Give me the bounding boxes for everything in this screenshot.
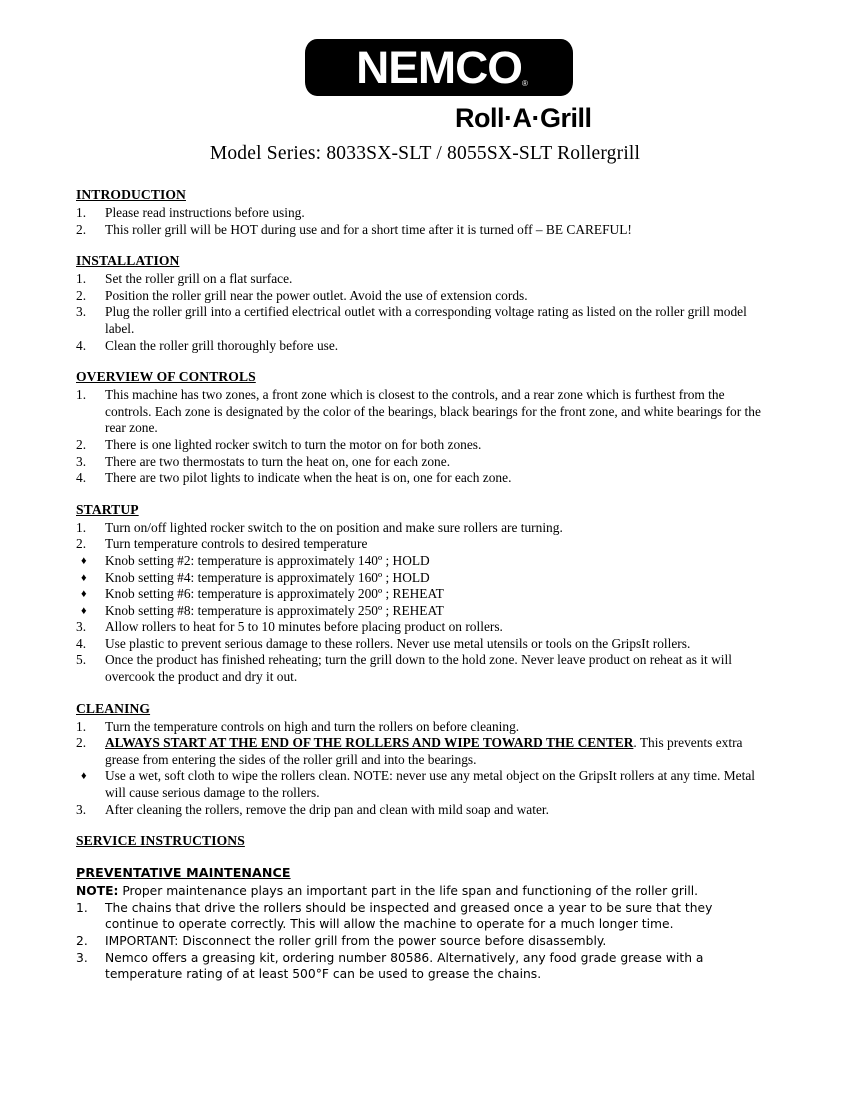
list-item-text: Allow rollers to heat for 5 to 10 minutes before placing product on rollers. [105,619,503,635]
list-marker: 3. [76,619,87,635]
list-marker: 1. [76,900,88,915]
list-marker: 5. [76,652,87,668]
list-item-text: Once the product has finished reheating; turn the grill down to the hold zone. Never leave product on reheat as it will overcook the product and dry it out. [105,652,732,685]
list-item-text: Turn on/off lighted rocker switch to the on position and make sure rollers are turning. [105,519,563,535]
list-marker: 2. [76,221,87,237]
brand-tagline: Roll·A·Grill [455,103,592,133]
section-service-instructions [76,832,766,850]
list-item [76,271,766,288]
list-item [76,603,766,620]
list-item [76,304,766,337]
heading-installation: INSTALLATION [76,253,180,269]
list-item-text: Plug the roller grill into a certified electrical outlet with a corresponding voltage rating as listed on the roller grill model label. [105,304,747,336]
list-item-text: IMPORTANT: Disconnect the roller grill from the power source before disassembly. [105,934,607,948]
list-item-text: Clean the roller grill thoroughly before use. [105,337,339,353]
list-item [76,536,766,553]
list-marker: 3. [76,801,87,817]
list-item [76,933,766,950]
list-item [76,586,766,603]
introduction-list [76,205,766,238]
list-item [76,387,766,437]
section-installation [76,252,766,354]
preventative-maintenance-list [76,900,766,983]
list-marker: 1. [76,519,87,535]
list-marker: 3. [76,950,88,965]
list-item-text: Turn the temperature controls on high and turn the rollers on before cleaning. [105,718,520,734]
brand-logo [0,0,850,140]
heading-preventative-maintenance: PREVENTATIVE MAINTENANCE [76,865,291,881]
list-item-text: Turn temperature controls to desired temperature [105,536,368,552]
section-startup [76,501,766,686]
list-item [76,719,766,736]
list-item-text: This roller grill will be HOT during use and for a short time after it is turned off – BE CAREFUL! [105,221,632,237]
heading-overview-of-controls: OVERVIEW OF CONTROLS [76,369,256,385]
list-item-text: Knob setting #8: temperature is approximately 250º ; REHEAT [105,602,444,618]
heading-startup: STARTUP [76,501,139,517]
overview-of-controls-list [76,387,766,487]
list-item [76,454,766,471]
cleaning-sub-bullet-list [76,768,766,801]
list-item-text: There are two pilot lights to indicate when the heat is on, one for each zone. [105,470,512,486]
cleaning-list-continued [76,802,766,819]
list-item-text: There is one lighted rocker switch to turn the motor on for both zones. [105,436,482,452]
list-item [76,437,766,454]
registered-trademark-icon: ® [522,79,528,88]
list-marker: 4. [76,337,87,353]
list-marker: 2. [76,934,88,948]
document-body [76,186,766,983]
list-marker: 1. [76,387,87,403]
cleaning-list [76,719,766,769]
list-item [76,802,766,819]
list-marker: 1. [76,271,87,287]
list-marker: 2. [76,436,87,452]
diamond-bullet-icon: ♦ [81,554,87,567]
list-item-text: Position the roller grill near the power outlet. Avoid the use of extension cords. [105,287,528,303]
section-introduction [76,186,766,238]
startup-list [76,520,766,553]
list-item-text: Knob setting #2: temperature is approximately 140º ; HOLD [105,552,430,568]
knob-setting-list [76,553,766,619]
list-item [76,570,766,587]
list-marker: 2. [76,735,87,751]
list-marker: 4. [76,470,87,486]
installation-list [76,271,766,354]
list-item [76,950,766,983]
maintenance-note [76,883,766,900]
page-title: Model Series: 8033SX-SLT / 8055SX-SLT Rollergrill [209,143,641,164]
list-item [76,768,766,801]
note-label: NOTE: [76,884,119,899]
heading-introduction: INTRODUCTION [76,187,186,202]
emphasized-warning-text: ALWAYS START AT THE END OF THE ROLLERS AND WIPE TOWARD THE CENTER [105,735,634,751]
section-overview-of-controls [76,368,766,487]
list-item-text: Knob setting #4: temperature is approximately 160º ; HOLD [105,569,430,585]
list-item-text: Use a wet, soft cloth to wipe the rollers clean. NOTE: never use any metal object on the GripsIt rollers at any time. Metal will cause serious damage to the rollers. [105,768,755,801]
brand-wordmark: NEMCO [356,42,522,93]
list-item [76,735,766,768]
note-text: Proper maintenance plays an important part in the life span and functioning of the roller grill. [118,884,699,899]
section-preventative-maintenance [76,864,766,983]
diamond-bullet-icon: ♦ [81,571,87,584]
list-item [76,520,766,537]
list-item [76,636,766,653]
list-item [76,900,766,933]
heading-cleaning: CLEANING [76,700,151,716]
list-item-text: Nemco offers a greasing kit, ordering number 80586. Alternatively, any food grade grease with a temperature rating of at least 500°F can be used to grease the chains. [105,950,704,982]
list-item [76,470,766,487]
list-item [76,338,766,355]
diamond-bullet-icon: ♦ [81,604,87,617]
list-marker: 1. [76,718,87,734]
list-item [76,288,766,305]
list-item-text: The chains that drive the rollers should be inspected and greased once a year to be sure that they continue to operate correctly. This will allow the machine to operate for a much longer time. [105,900,713,932]
list-item [76,619,766,636]
list-item-text: There are two thermostats to turn the heat on, one for each zone. [105,453,451,469]
list-item-text: Please read instructions before using. [105,205,305,220]
list-item-text: Use plastic to prevent serious damage to these rollers. Never use metal utensils or tools on the GripsIt rollers. [105,635,691,651]
list-item-text: Knob setting #6: temperature is approximately 200º ; REHEAT [105,586,444,602]
list-item [76,222,766,239]
diamond-bullet-icon: ♦ [81,588,87,601]
startup-list-continued [76,619,766,685]
list-item [76,652,766,685]
list-marker: 3. [76,304,87,320]
list-item-text: . This prevents extra grease from entering the sides of the roller grill and into the bearings. [105,735,743,767]
logo-badge-shape [305,39,573,96]
list-item-text: Set the roller grill on a flat surface. [105,271,293,287]
list-item-text: This machine has two zones, a front zone which is closest to the controls, and a rear zone which is furthest from the controls. Each zone is designated by the color of the bearings, black bearings for the front zone, and white bearings for the rear zone. [105,387,761,436]
list-marker: 3. [76,453,87,469]
section-cleaning [76,700,766,819]
heading-service-instructions: SERVICE INSTRUCTIONS [76,833,245,849]
list-item-text: After cleaning the rollers, remove the drip pan and clean with mild soap and water. [105,801,549,817]
list-item [76,205,766,222]
list-item [76,553,766,570]
list-marker: 1. [76,205,87,220]
list-marker: 4. [76,635,87,651]
diamond-bullet-icon: ♦ [81,770,87,783]
list-marker: 2. [76,287,87,303]
list-marker: 2. [76,536,87,552]
